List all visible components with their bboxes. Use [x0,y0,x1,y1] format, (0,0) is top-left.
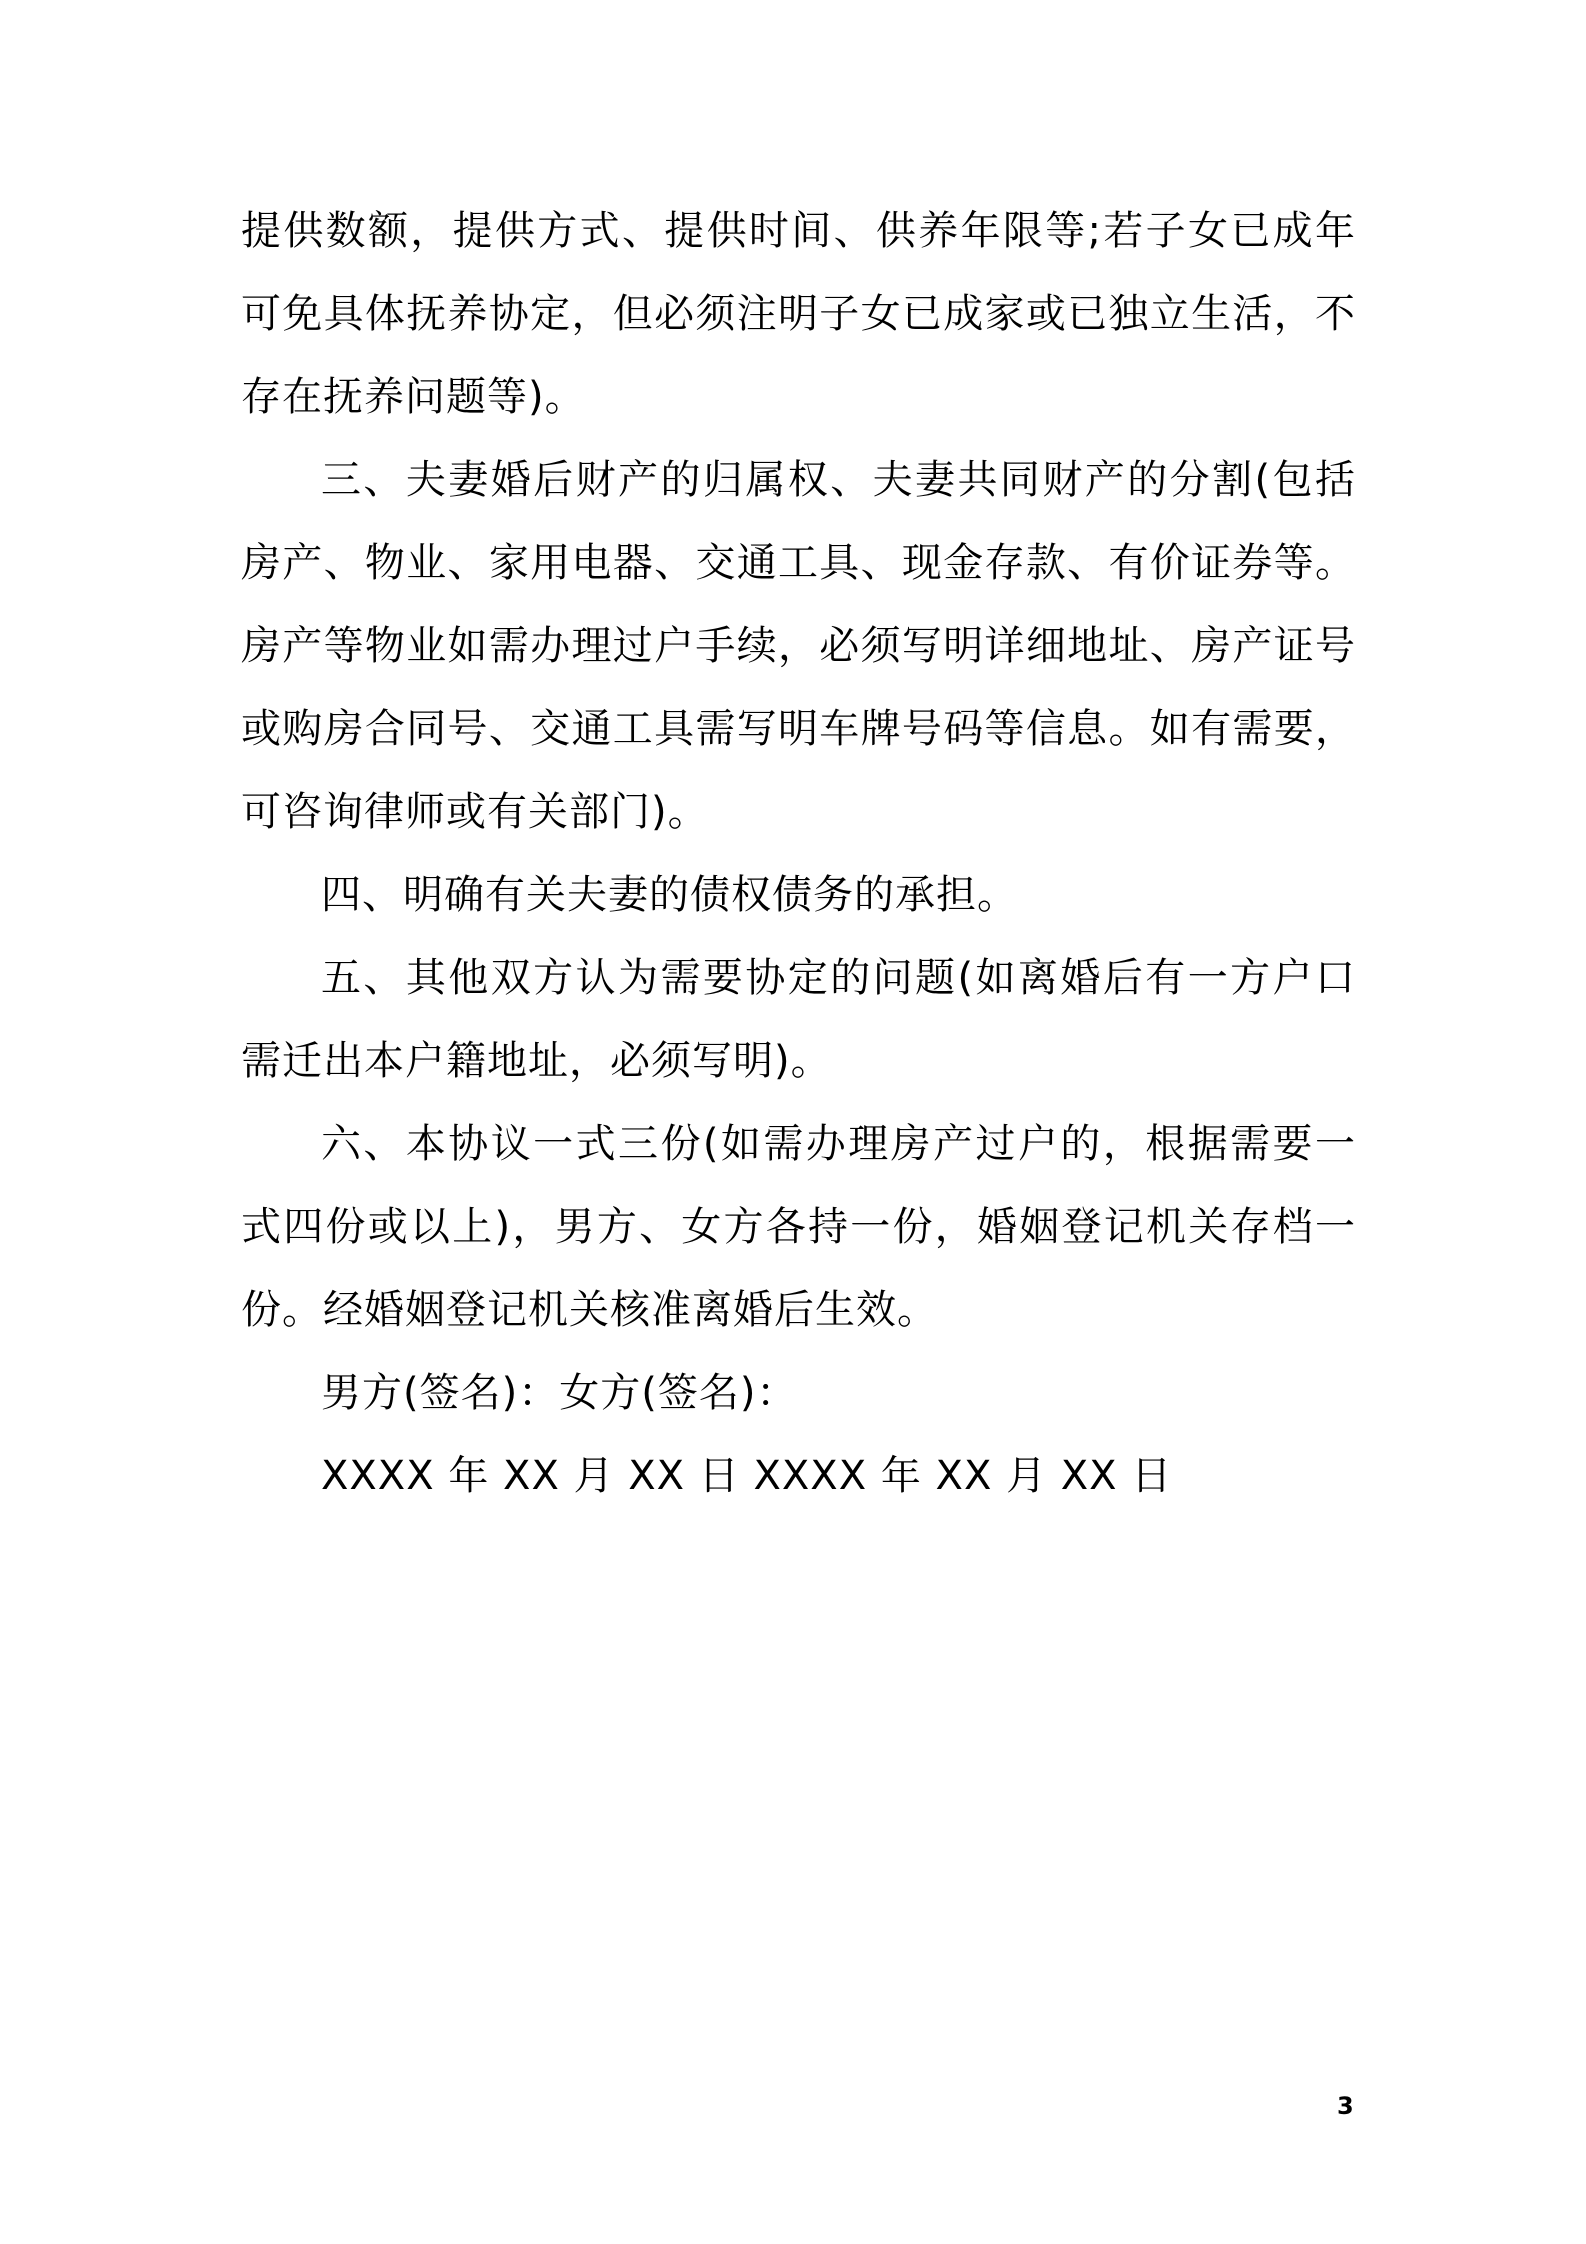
signature-line: 男方(签名)：女方(签名)： [321,1370,798,1416]
paragraph-clause-5: 五、其他双方认为需要协定的问题(如离婚后有一方户口需迁出本户籍地址，必须写明)。 [241,955,1356,1084]
page-number: 3 [1337,2092,1354,2120]
date-line: XXXX 年 XX 月 XX 日 XXXX 年 XX 月 XX 日 [321,1453,1173,1499]
document-body [241,190,1356,1518]
paragraph-clause-6: 六、本协议一式三份(如需办理房产过户的，根据需要一式四份或以上)，男方、女方各持一份，婚姻登记机关存档一份。经婚姻登记机关核准离婚后生效。 [241,1121,1356,1333]
paragraph-clause-4: 四、明确有关夫妻的债权债务的承担。 [321,872,1018,918]
paragraph-clause-3: 三、夫妻婚后财产的归属权、夫妻共同财产的分割(包括房产、物业、家用电器、交通工具、现金存款、有价证券等。房产等物业如需办理过户手续，必须写明详细地址、房产证号或购房合同号、交通工具需写明车牌号码等信息。如有需要，可咨询律师或有关部门)。 [241,457,1356,835]
paragraph-continuation: 提供数额，提供方式、提供时间、供养年限等;若子女已成年可免具体抚养协定，但必须注明子女已成家或已独立生活，不存在抚养问题等)。 [241,208,1356,420]
